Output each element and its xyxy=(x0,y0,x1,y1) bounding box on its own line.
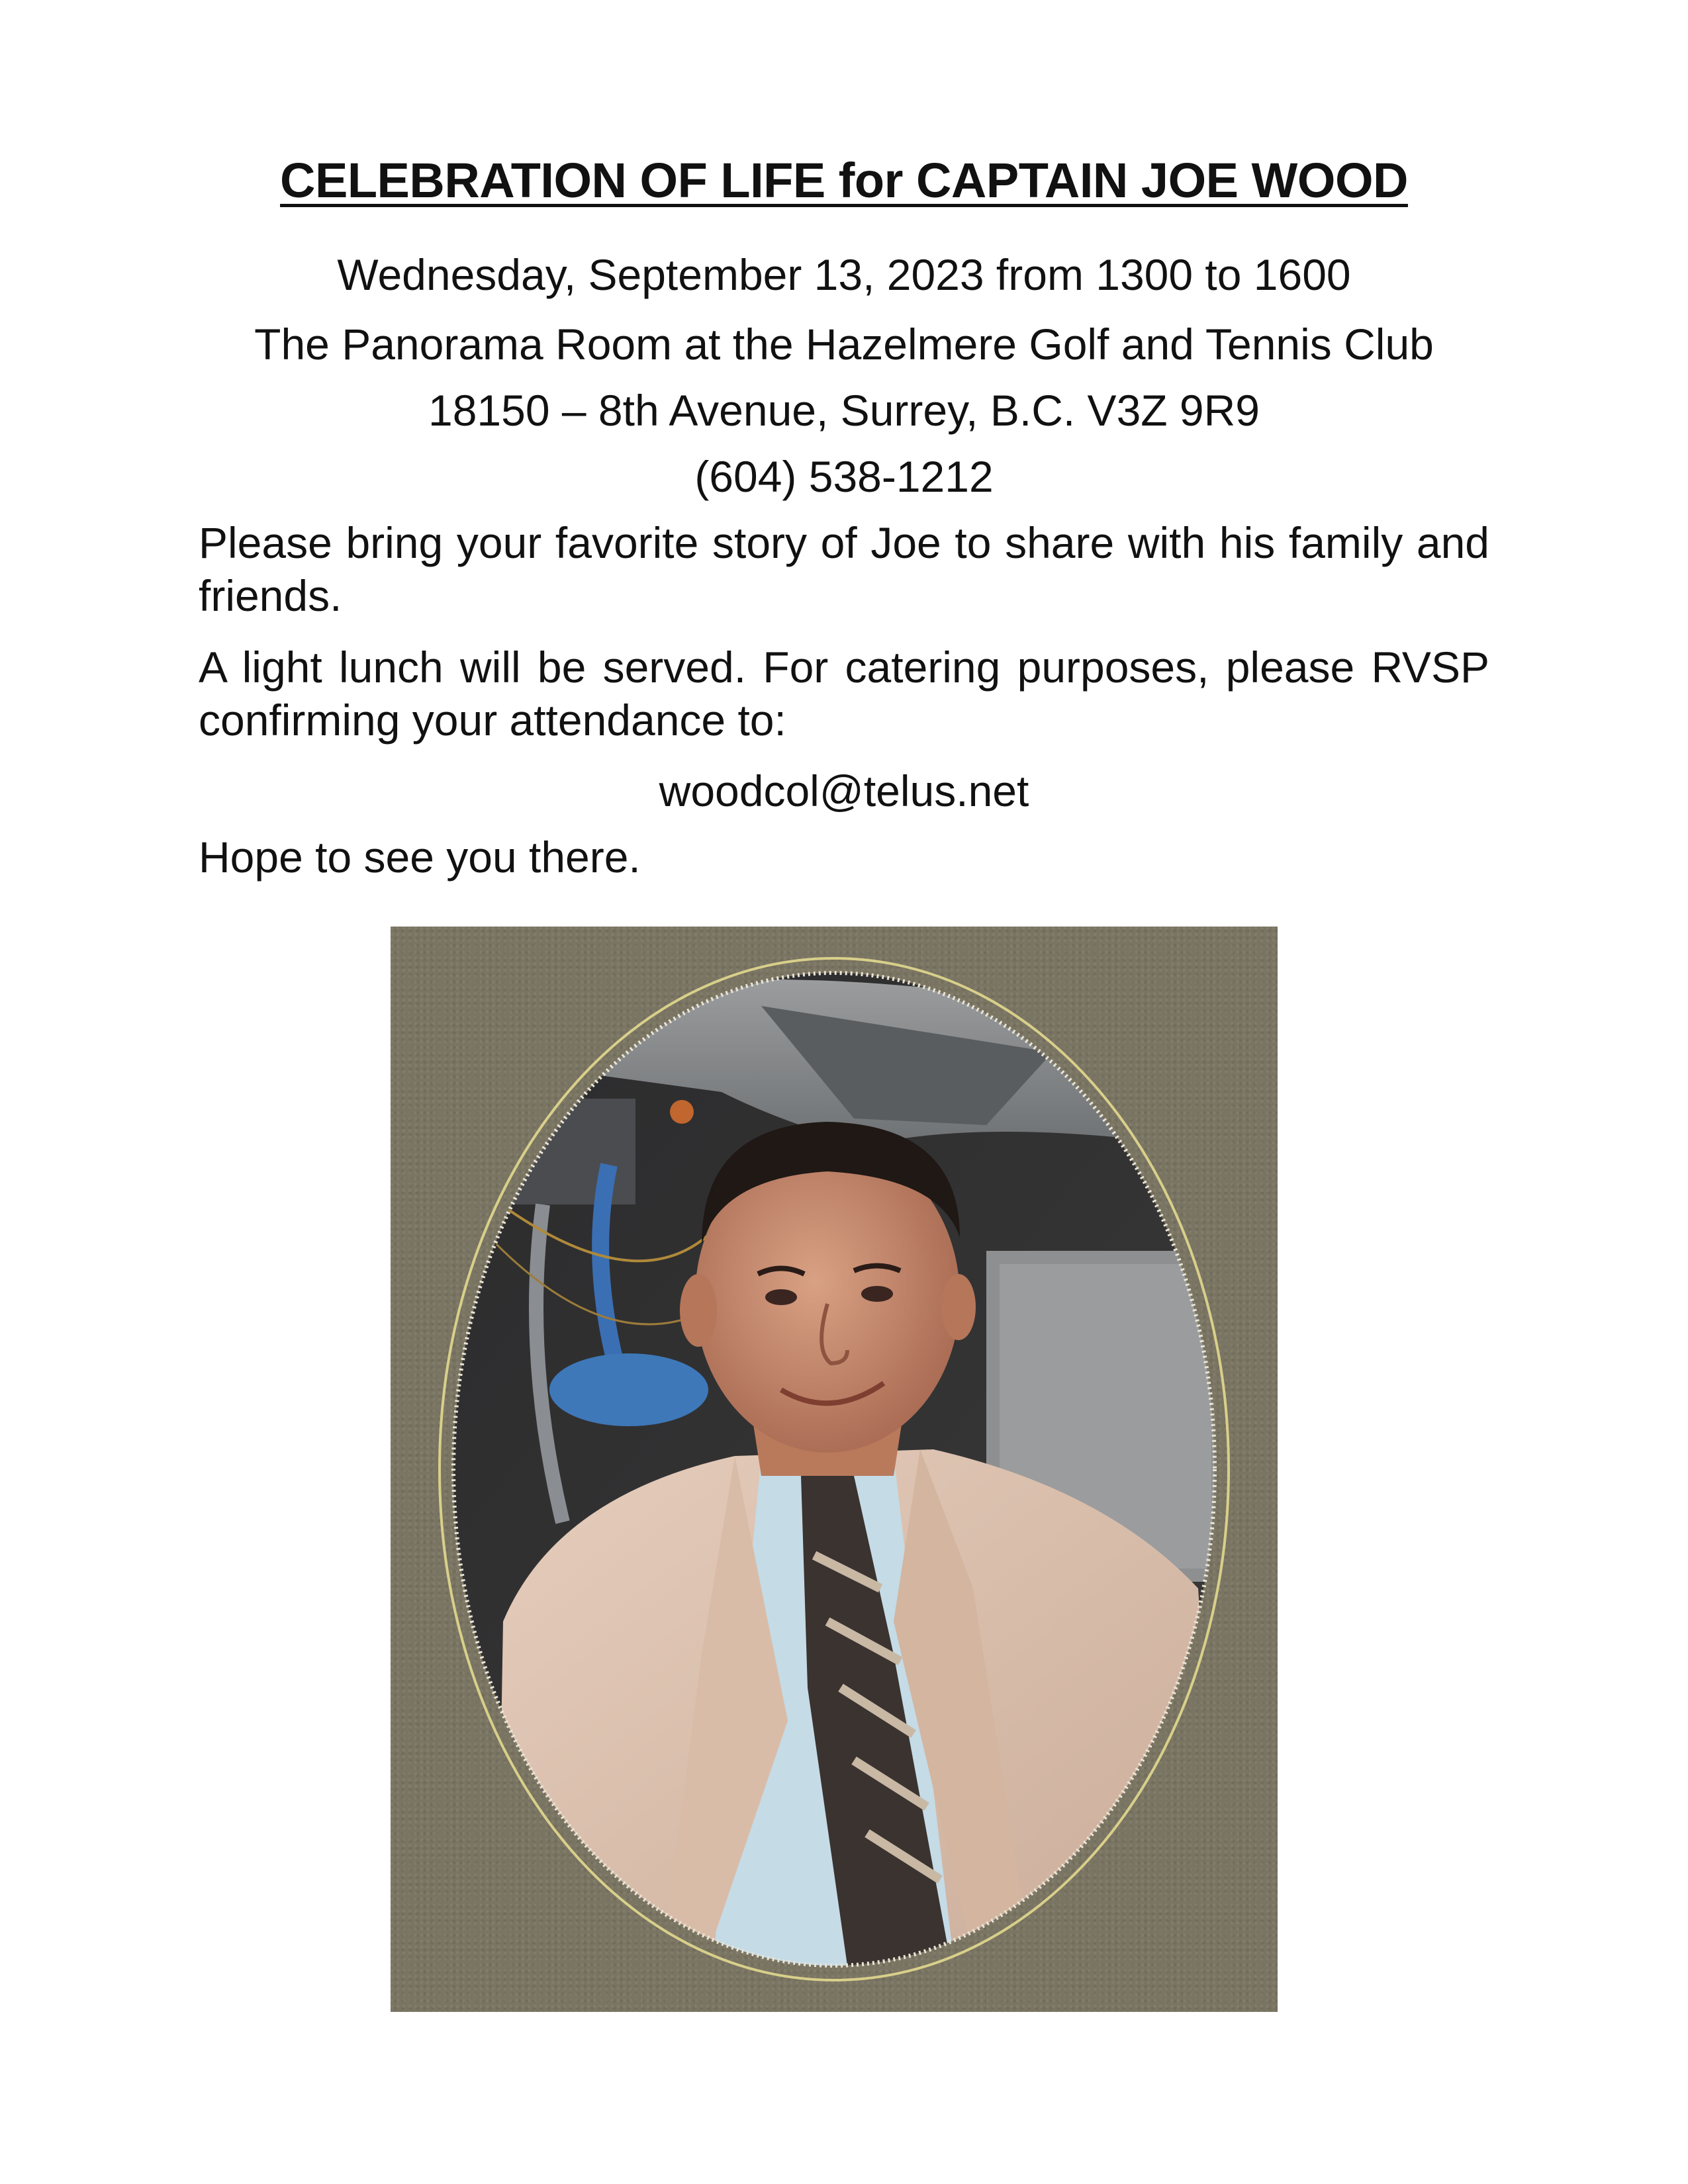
story-request-paragraph: Please bring your favorite story of Joe to share with his family and friends. xyxy=(199,518,1489,620)
page-title: CELEBRATION OF LIFE for CAPTAIN JOE WOOD xyxy=(280,153,1408,208)
event-date-time: Wednesday, September 13, 2023 from 1300 to 1600 xyxy=(337,250,1351,299)
portrait-photo-illustration xyxy=(391,927,1278,2012)
event-phone: (604) 538-1212 xyxy=(694,452,994,501)
closing-line: Hope to see you there. xyxy=(199,833,641,882)
portrait-photo xyxy=(391,927,1278,2012)
event-venue: The Panorama Room at the Hazelmere Golf and Tennis Club xyxy=(254,320,1434,369)
event-address: 18150 – 8th Avenue, Surrey, B.C. V3Z 9R9 xyxy=(428,386,1260,435)
lunch-rsvp-paragraph: A light lunch will be served. For catering purposes, please RVSP confirming your attendance to: xyxy=(199,643,1489,745)
rsvp-email: woodcol@telus.net xyxy=(659,766,1029,815)
